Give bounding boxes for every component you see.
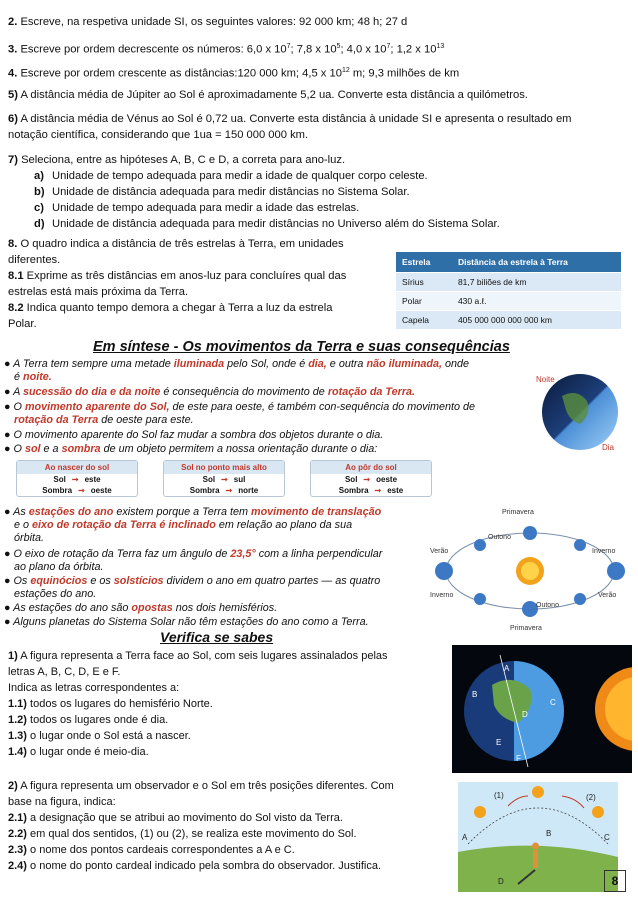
page-number: 8 bbox=[604, 870, 626, 892]
bullet-8: ● Os equinócios e os solstícios dividem o ano em quatro partes — as quatro estações do ano. bbox=[4, 575, 381, 601]
list-item: 2.3) o nome dos pontos cardeais correspondentes a A e C. bbox=[8, 844, 295, 856]
question-2 bbox=[8, 14, 628, 30]
sunbox-noon: Sol no ponto mais alto Sol ➞ sul Sombra ➞ norte bbox=[163, 460, 285, 497]
question-6: 6) A distância média de Vénus ao Sol é 0,72 ua. Converte esta distância à unidade SI e apresenta o resultado em notação científica, considerando que 1ua = 150 000 000 km. bbox=[8, 113, 572, 141]
svg-text:Inverno: Inverno bbox=[592, 548, 616, 555]
list-item: 1.2) todos os lugares onde é dia. bbox=[8, 714, 169, 726]
svg-text:Verão: Verão bbox=[430, 548, 449, 555]
list-item: 1.3) o lugar onde o Sol está a nascer. bbox=[8, 730, 191, 742]
q7-option-a: a) Unidade de tempo adequada para medir a idade de qualquer corpo celeste. bbox=[34, 170, 428, 182]
bullet-10: ● Alguns planetas do Sistema Solar não têm estações do ano como a Terra. bbox=[4, 616, 369, 628]
label-dia: Dia bbox=[602, 443, 615, 452]
question-4: 4. Escreve por ordem crescente as distâncias:120 000 km; 4,5 x $10^{12}$ m; 9,3 milhões de km bbox=[8, 67, 460, 80]
verifica-title: Verifica se sabes bbox=[160, 629, 274, 645]
earth-day-night-figure bbox=[532, 366, 628, 456]
place-a: A bbox=[504, 664, 510, 673]
sun-position-3 bbox=[592, 806, 604, 818]
table-header-distance: Distância da estrela à Terra bbox=[452, 252, 621, 273]
q7-option-d: d) Unidade de distância adequada para medir distâncias no Universo além do Sistema Solar. bbox=[34, 218, 500, 230]
place-c: C bbox=[550, 698, 556, 707]
star-distance-table bbox=[396, 252, 621, 329]
list-item: 2.2) em qual dos sentidos, (1) ou (2), se realiza este movimento do Sol. bbox=[8, 828, 357, 840]
bullet-3: ● O movimento aparente do Sol, de este para oeste, é também con-sequência do movimento de rotação da Terra de oeste para este. bbox=[4, 401, 476, 427]
seasons-orbit-figure bbox=[430, 505, 634, 633]
question-8: 8. O quadro indica a distância de três estrelas à Terra, em unidades diferentes. 8.1 Exprime as três distâncias em anos-luz para concluíres qual das estrelas está mais próxima da Terra. 8.2 Indica quanto tempo demora a chegar à Terra a luz da estrela Polar. bbox=[8, 238, 347, 330]
verifica-question-1: 1) A figura representa a Terra face ao Sol, com seis lugares assinalados pelas letras A, B, C, D, E e F. Indica as letras correspondentes a: 1.1) todos os lugares do hemisfério Norte. 1.2) todos os lugares onde é dia. 1.3) o lugar onde o Sol está a nascer. 1.4) o lugar onde é meio-dia. bbox=[8, 648, 438, 760]
bullet-7: ● O eixo de rotação da Terra faz um ângulo de 23,5° com a linha perpendicular ao plano da órbita. bbox=[4, 548, 383, 574]
bullet-6: ● As estações do ano existem porque a Terra tem movimento de translação e o eixo de rotação da Terra é inclinado em relação ao plano da sua órbita. bbox=[4, 506, 382, 545]
q2-number: 2. bbox=[8, 16, 18, 28]
arrow-icon: ➞ bbox=[374, 486, 382, 495]
sun-position-1 bbox=[474, 806, 486, 818]
list-item: 2.1) a designação que se atribui ao movimento do Sol visto da Terra. bbox=[8, 812, 343, 824]
svg-text:Verão: Verão bbox=[598, 592, 617, 599]
svg-text:Inverno: Inverno bbox=[430, 592, 454, 599]
list-item: 1.1) todos os lugares do hemisfério Norte. bbox=[8, 698, 213, 710]
sunbox-sunset: Ao pôr do sol Sol ➞ oeste Sombra ➞ este bbox=[310, 460, 432, 497]
svg-text:(2): (2) bbox=[586, 793, 596, 802]
synthesis-title: Em síntese - Os movimentos da Terra e suas consequências bbox=[93, 339, 510, 355]
question-3: 3. Escreve por ordem decrescente os números: 6,0 x $10^7$; 7,8 x $10^5$; 4,0 x $10^7$; 1,2 x $10^{13}$ bbox=[8, 43, 445, 56]
svg-text:Primavera: Primavera bbox=[510, 625, 542, 632]
bullet-4: ● O movimento aparente do Sol faz mudar a sombra dos objetos durante o dia. bbox=[4, 429, 384, 441]
list-item: 2.4) o nome do ponto cardeal indicado pela sombra do observador. Justifica. bbox=[8, 860, 382, 872]
place-f: F bbox=[516, 754, 521, 763]
arrow-icon: ➞ bbox=[71, 475, 79, 484]
q7-options bbox=[34, 168, 628, 232]
place-e: E bbox=[496, 738, 502, 747]
svg-text:(1): (1) bbox=[494, 791, 504, 800]
q7-option-b: b) Unidade de distância adequada para medir distâncias no Sistema Solar. bbox=[34, 186, 410, 198]
bullet-5: ● O sol e a sombra de um objeto permitem a nossa orientação durante o dia: bbox=[4, 443, 378, 455]
svg-text:D: D bbox=[498, 877, 504, 886]
question-7: 7) Seleciona, entre as hipóteses A, B, C e D, a correta para ano-luz. a) Unidade de tempo adequada para medir a idade de qualquer corpo celeste. b) Unidade de distância adequada para medir distâncias no Sistema Solar. c) Unidade de tempo adequada para medir a idade das estrelas. d) Unidade de distância adequada para medir distâncias no Universo além do Sistema Solar. bbox=[8, 152, 628, 232]
svg-text:B: B bbox=[546, 829, 552, 838]
table-row: Polar 430 a.ℓ. bbox=[396, 292, 621, 311]
list-item: 1.4) o lugar onde é meio-dia. bbox=[8, 746, 149, 758]
bullet-9: ● As estações do ano são opostas nos dois hemisférios. bbox=[4, 602, 278, 614]
sunbox-sunrise: Ao nascer do sol Sol ➞ este Sombra ➞ oeste bbox=[16, 460, 138, 497]
svg-text:Primavera: Primavera bbox=[502, 509, 534, 516]
svg-text:A: A bbox=[462, 833, 468, 842]
table-row: Sírius 81,7 biliões de km bbox=[396, 273, 621, 292]
arrow-icon: ➞ bbox=[221, 475, 228, 484]
bullet-1: ● A Terra tem sempre uma metade iluminada pelo Sol, onde é dia, e outra não iluminada, onde é noite. bbox=[4, 358, 470, 384]
place-d: D bbox=[522, 710, 528, 719]
label-noite: Noite bbox=[536, 375, 555, 384]
table-row: Capela 405 000 000 000 000 km bbox=[396, 311, 621, 330]
arrow-icon: ➞ bbox=[78, 486, 85, 495]
sun-position-2 bbox=[532, 786, 544, 798]
q2-text: Escreve, na respetiva unidade SI, os seguintes valores: 92 000 km; 48 h; 27 d bbox=[20, 16, 408, 28]
arrow-icon: ➞ bbox=[225, 486, 233, 495]
earth-top bbox=[523, 526, 537, 540]
svg-text:Outono: Outono bbox=[536, 602, 559, 609]
arrow-icon: ➞ bbox=[363, 475, 371, 484]
earth-left bbox=[435, 562, 453, 580]
observer bbox=[533, 850, 538, 868]
svg-text:Outono: Outono bbox=[488, 534, 511, 541]
earth-right bbox=[607, 562, 625, 580]
earth-sun-places-figure bbox=[452, 645, 632, 773]
place-b: B bbox=[472, 690, 478, 699]
verifica-question-2: 2) A figura representa um observador e o Sol em três posições diferentes. Com base na figura, indica: 2.1) a designação que se atribui ao movimento do Sol visto da Terra. 2.2) em qual dos sentidos, (1) ou (2), se realiza este movimento do Sol. 2.3) o nome dos pontos cardeais correspondentes a A e C. 2.4) o nome do ponto cardeal indicado pela sombra do observador. Justifica. bbox=[8, 778, 448, 874]
q7-option-c: c) Unidade de tempo adequada para medir a idade das estrelas. bbox=[34, 202, 360, 214]
table-header-star: Estrela bbox=[396, 252, 452, 273]
observer-sun-figure bbox=[458, 782, 618, 892]
bullet-2: ● A sucessão do dia e da noite é consequência do movimento de rotação da Terra. bbox=[4, 386, 416, 398]
question-5: 5) A distância média de Júpiter ao Sol é aproximadamente 5,2 ua. Converte esta distância a quilómetros. bbox=[8, 89, 528, 101]
svg-text:C: C bbox=[604, 833, 610, 842]
